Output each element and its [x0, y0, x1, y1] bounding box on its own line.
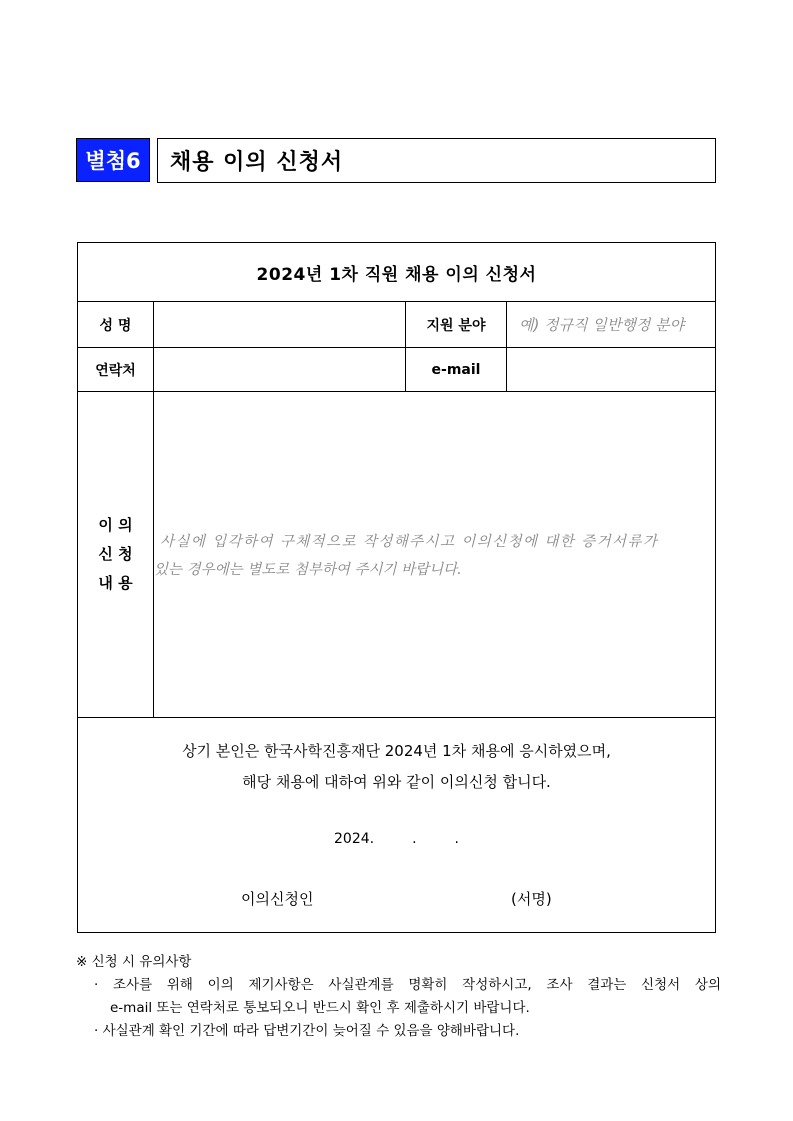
name-field[interactable] — [153, 302, 405, 347]
notes-heading: ※ 신청 시 유의사항 — [76, 954, 192, 970]
field-input[interactable]: 예) 정규직 일반행정 분야 — [506, 302, 715, 347]
attachment-badge: 별첨6 — [76, 138, 150, 182]
email-label: e-mail — [405, 348, 506, 391]
name-row — [78, 302, 715, 348]
note-item-continued: e-mail 또는 연락처로 통보되오니 반드시 확인 후 제출하시기 바랍니다. — [110, 1000, 530, 1016]
declaration-section — [78, 718, 715, 932]
date-day-sep: . — [454, 831, 459, 847]
applicant-label: 이의신청인 — [241, 890, 314, 908]
email-field[interactable] — [506, 348, 715, 391]
note-item: · 조사를 위해 이의 제기사항은 사실관계를 명확히 작성하시고, 조사 결과는 신청서 상의 — [94, 977, 721, 993]
date-month-sep: . — [412, 831, 417, 847]
content-placeholder-line: 있는 경우에는 별도로 첨부하여 주시기 바랍니다. — [154, 562, 462, 578]
content-label — [78, 392, 153, 717]
declaration-line: 해당 채용에 대하여 위와 같이 이의신청 합니다. — [242, 773, 551, 791]
contact-label: 연락처 — [95, 362, 136, 379]
field-label: 지원 분야 — [405, 302, 506, 347]
contact-row — [78, 348, 715, 392]
form-title: 2024년 1차 직원 채용 이의 신청서 — [78, 243, 715, 302]
content-row — [78, 392, 715, 718]
notes-section — [76, 951, 721, 1043]
content-label-line: 신 청 — [98, 545, 133, 563]
signature-label: (서명) — [511, 890, 552, 908]
contact-field[interactable] — [153, 348, 405, 391]
date-line — [78, 831, 715, 847]
document-title: 채용 이의 신청서 — [157, 138, 716, 183]
name-label: 성 명 — [99, 317, 132, 334]
content-label-line: 이 의 — [98, 516, 133, 534]
content-label-line: 내 용 — [98, 574, 133, 592]
declaration-line: 상기 본인은 한국사학진흥재단 2024년 1차 채용에 응시하였으며, — [182, 742, 611, 760]
application-form — [77, 242, 716, 933]
content-textarea[interactable] — [153, 392, 715, 717]
date-year: 2024. — [334, 831, 375, 847]
content-placeholder-line: 사실에 입각하여 구체적으로 작성해주시고 이의신청에 대한 증거서류가 — [160, 534, 659, 550]
note-item: · 사실관계 확인 기간에 따라 답변기간이 늦어질 수 있음을 양해바랍니다. — [94, 1023, 520, 1039]
